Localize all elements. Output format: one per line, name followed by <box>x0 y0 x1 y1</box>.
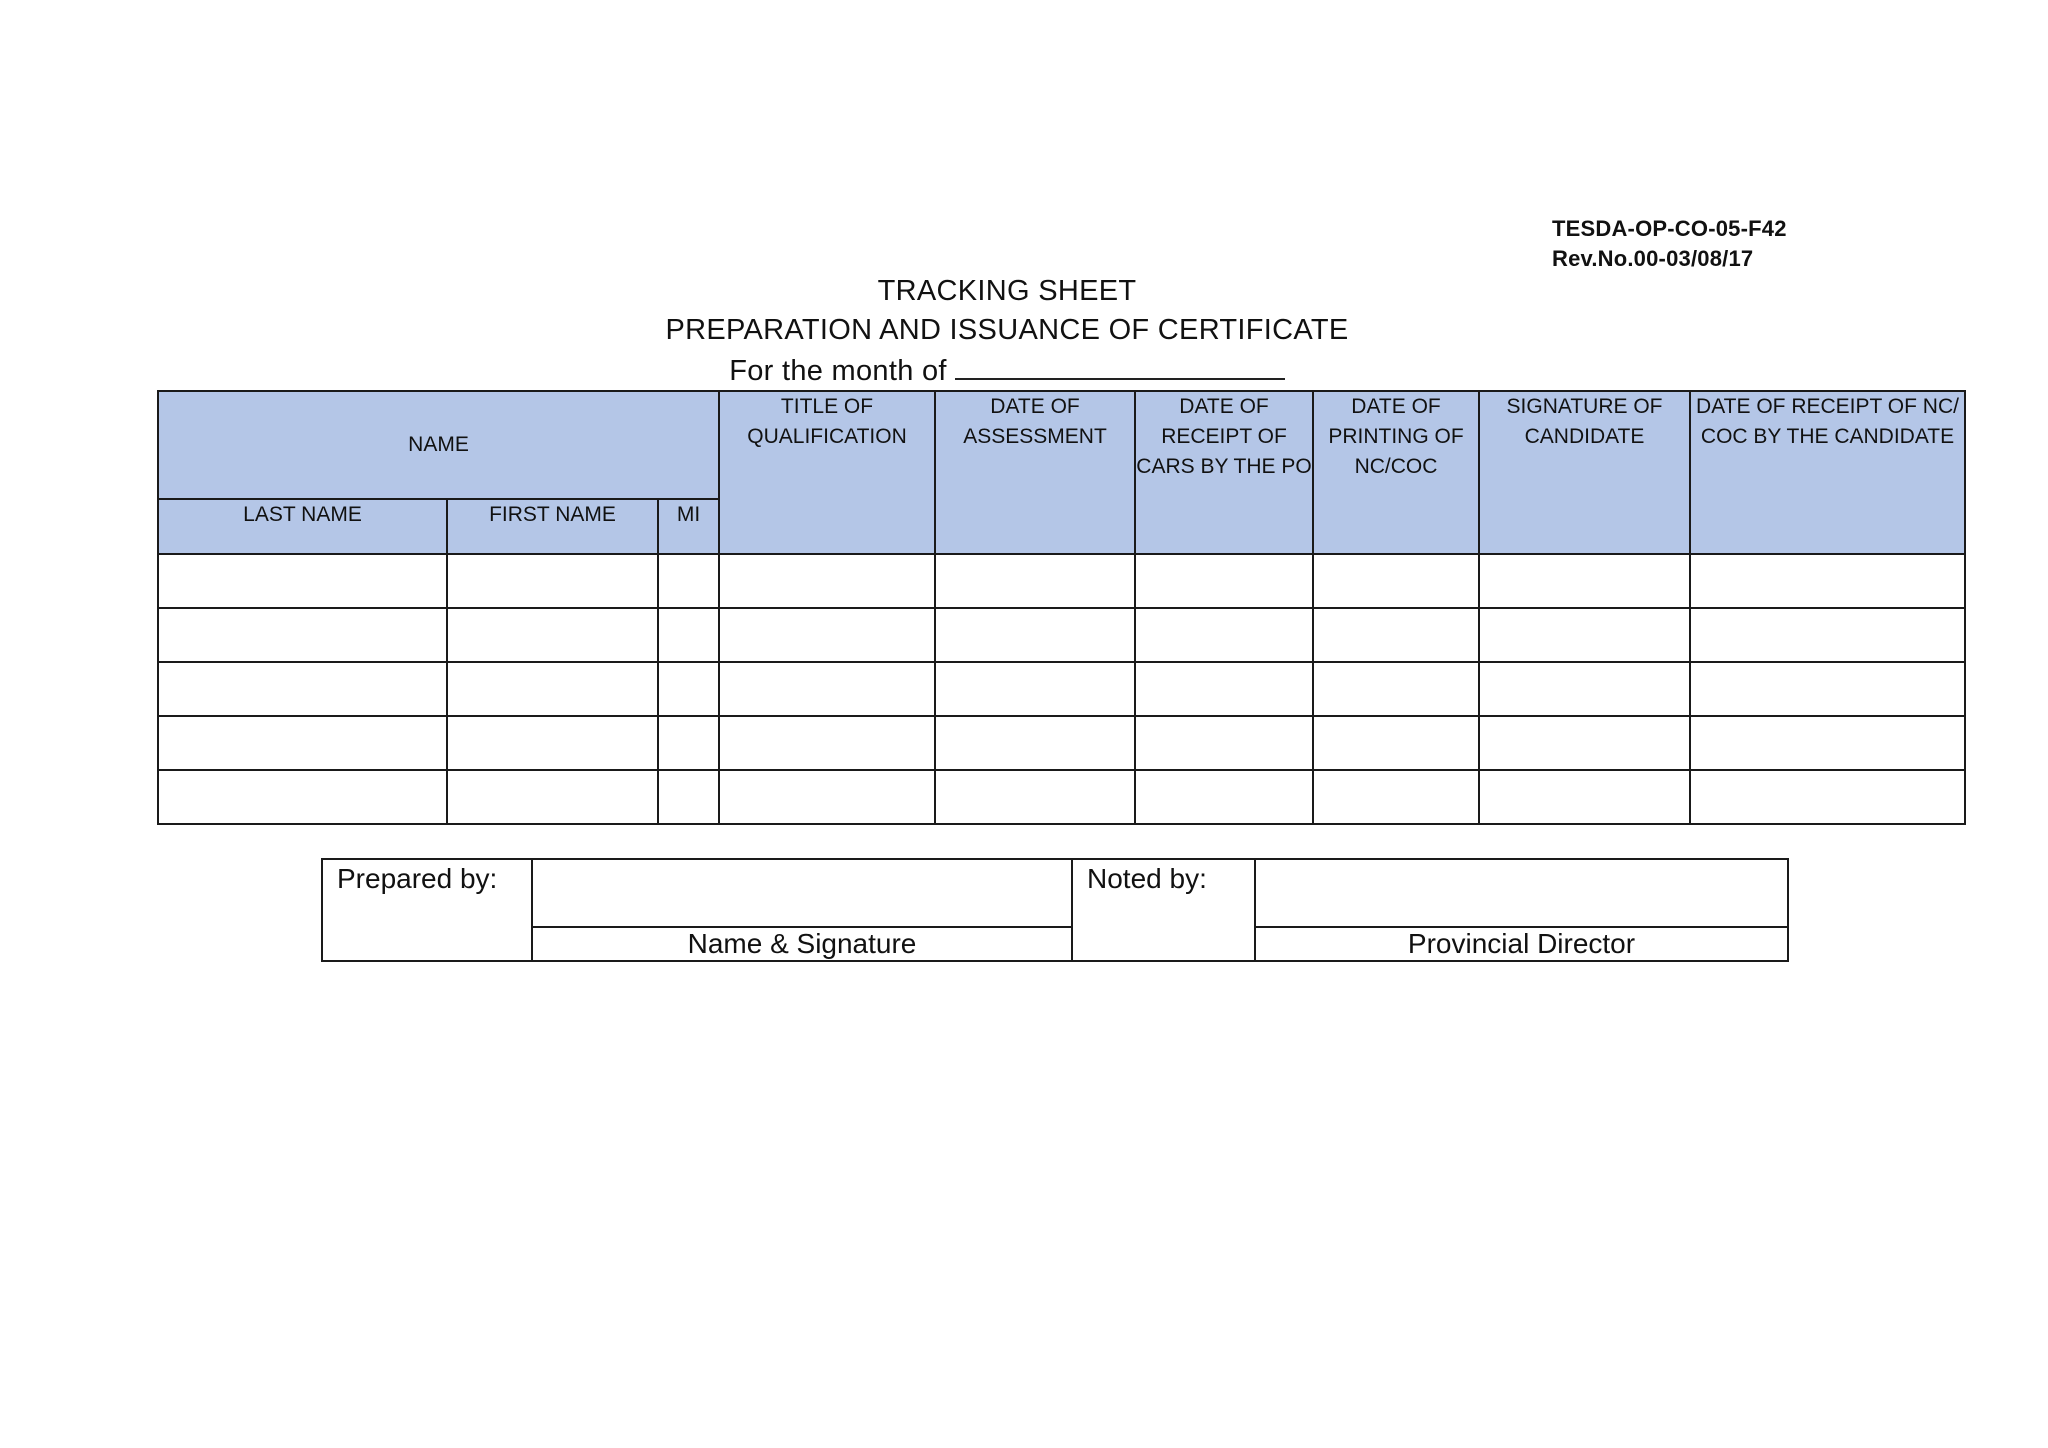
table-row <box>158 662 1965 716</box>
qualification-cell[interactable] <box>719 770 935 824</box>
qualification-cell[interactable] <box>719 716 935 770</box>
form-code-block <box>1552 214 1787 274</box>
name-header: NAME <box>158 391 719 499</box>
table-row <box>158 716 1965 770</box>
prepared-by-caption: Name & Signature <box>532 927 1072 961</box>
first-name-cell[interactable] <box>447 554 658 608</box>
last-name-cell[interactable] <box>158 554 447 608</box>
first-name-cell[interactable] <box>447 662 658 716</box>
document-subtitle: PREPARATION AND ISSUANCE OF CERTIFICATE <box>665 314 1349 346</box>
column-header-first-name: FIRST NAME <box>447 499 658 554</box>
assessment-date-cell[interactable] <box>935 662 1135 716</box>
table-row <box>158 770 1965 824</box>
mi-cell[interactable] <box>658 662 719 716</box>
printing-date-cell[interactable] <box>1313 608 1479 662</box>
document-title: TRACKING SHEET <box>877 275 1137 307</box>
assessment-date-cell[interactable] <box>935 608 1135 662</box>
candidate-signature-cell[interactable] <box>1479 608 1690 662</box>
printing-date-cell[interactable] <box>1313 554 1479 608</box>
qualification-cell[interactable] <box>719 662 935 716</box>
printing-date-cell[interactable] <box>1313 716 1479 770</box>
candidate-receipt-date-cell[interactable] <box>1690 662 1965 716</box>
last-name-cell[interactable] <box>158 770 447 824</box>
candidate-receipt-date-cell[interactable] <box>1690 716 1965 770</box>
mi-cell[interactable] <box>658 770 719 824</box>
cars-receipt-date-cell[interactable] <box>1135 554 1313 608</box>
candidate-signature-cell[interactable] <box>1479 554 1690 608</box>
mi-cell[interactable] <box>658 608 719 662</box>
cars-receipt-date-cell[interactable] <box>1135 608 1313 662</box>
noted-by-signature-field[interactable] <box>1255 859 1788 927</box>
printing-date-cell[interactable] <box>1313 662 1479 716</box>
cars-receipt-date-cell[interactable] <box>1135 662 1313 716</box>
first-name-cell[interactable] <box>447 608 658 662</box>
header-row <box>158 391 1965 499</box>
column-header-signature-of-candidate: SIGNATURE OF CANDIDATE <box>1479 391 1690 554</box>
mi-cell[interactable] <box>658 554 719 608</box>
first-name-cell[interactable] <box>447 716 658 770</box>
assessment-date-cell[interactable] <box>935 554 1135 608</box>
prepared-by-signature-field[interactable] <box>532 859 1072 927</box>
month-line <box>729 350 1285 391</box>
form-code: TESDA-OP-CO-05-F42 <box>1552 216 1787 241</box>
signature-caption-row <box>322 927 1788 961</box>
candidate-signature-cell[interactable] <box>1479 716 1690 770</box>
column-header-date-of-printing: DATE OF PRINTING OF NC/COC <box>1313 391 1479 554</box>
candidate-receipt-date-cell[interactable] <box>1690 608 1965 662</box>
table-row <box>158 554 1965 608</box>
noted-by-caption: Provincial Director <box>1255 927 1788 961</box>
cars-receipt-date-cell[interactable] <box>1135 770 1313 824</box>
title-block <box>560 272 1454 391</box>
qualification-cell[interactable] <box>719 608 935 662</box>
column-header-date-of-assessment: DATE OF ASSESSMENT <box>935 391 1135 554</box>
tracking-table <box>157 390 1966 825</box>
printing-date-cell[interactable] <box>1313 770 1479 824</box>
column-header-title-of-qualification: TITLE OF QUALIFICATION <box>719 391 935 554</box>
column-header-mi: MI <box>658 499 719 554</box>
first-name-cell[interactable] <box>447 770 658 824</box>
noted-by-label: Noted by: <box>1072 859 1255 961</box>
assessment-date-cell[interactable] <box>935 716 1135 770</box>
last-name-cell[interactable] <box>158 608 447 662</box>
column-header-date-of-receipt-of-cars: DATE OF RECEIPT OF CARS BY THE PO <box>1135 391 1313 554</box>
candidate-signature-cell[interactable] <box>1479 770 1690 824</box>
signature-table <box>321 858 1789 962</box>
table-row <box>158 608 1965 662</box>
form-revision: Rev.No.00-03/08/17 <box>1552 246 1754 271</box>
assessment-date-cell[interactable] <box>935 770 1135 824</box>
month-label: For the month of <box>729 355 947 387</box>
prepared-by-label: Prepared by: <box>322 859 532 961</box>
month-blank-field[interactable] <box>955 350 1285 380</box>
cars-receipt-date-cell[interactable] <box>1135 716 1313 770</box>
last-name-cell[interactable] <box>158 662 447 716</box>
candidate-receipt-date-cell[interactable] <box>1690 770 1965 824</box>
mi-cell[interactable] <box>658 716 719 770</box>
column-header-last-name: LAST NAME <box>158 499 447 554</box>
tracking-table-body <box>158 554 1965 824</box>
qualification-cell[interactable] <box>719 554 935 608</box>
column-header-date-of-receipt-by-candidate: DATE OF RECEIPT OF NC/ COC BY THE CANDIDATE <box>1690 391 1965 554</box>
signature-row <box>322 859 1788 927</box>
candidate-receipt-date-cell[interactable] <box>1690 554 1965 608</box>
last-name-cell[interactable] <box>158 716 447 770</box>
candidate-signature-cell[interactable] <box>1479 662 1690 716</box>
